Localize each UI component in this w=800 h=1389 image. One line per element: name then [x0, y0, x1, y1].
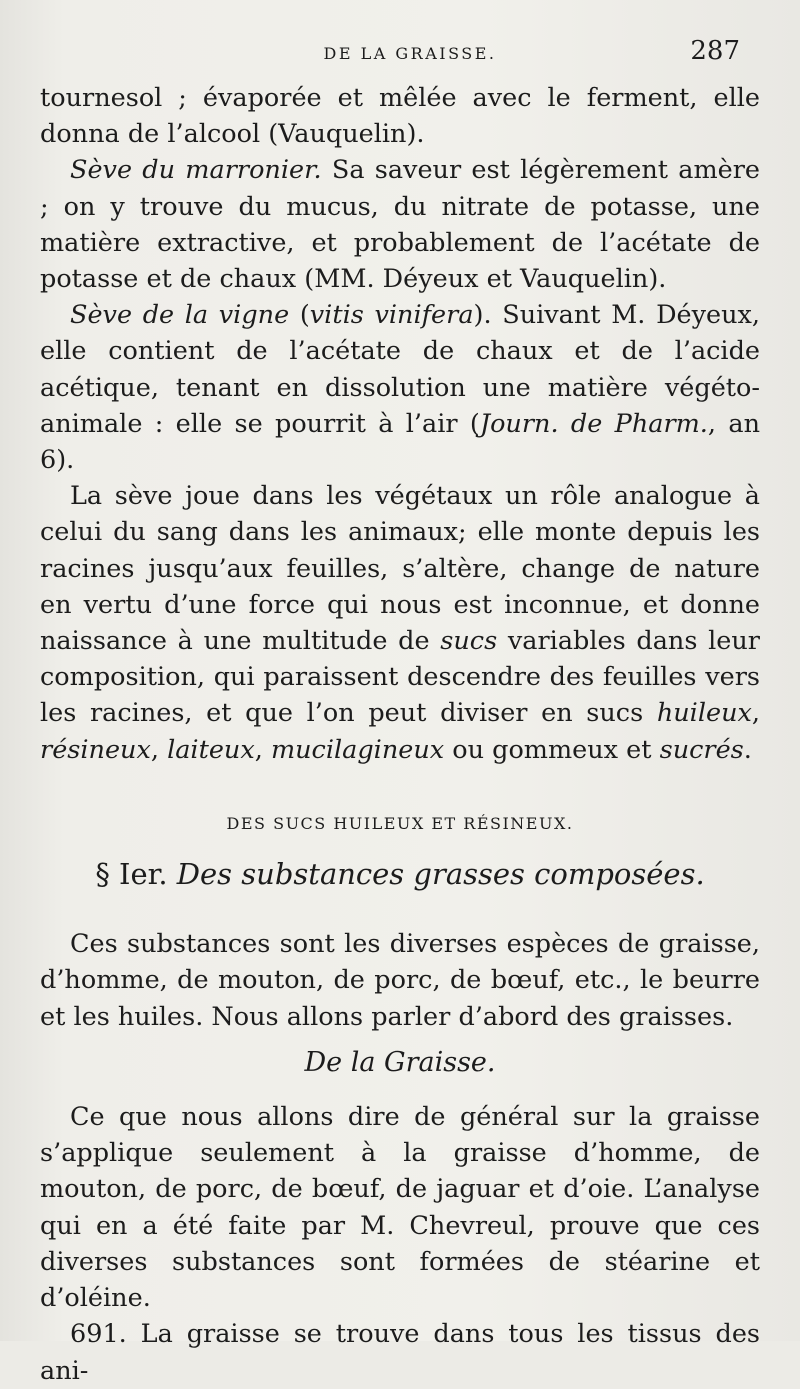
paragraph-6-text: Ce que nous allons dire de général sur la graisse s’applique seulement à la graisse d’homme, de mouton, de porc, de bœuf, de jaguar et d’oie. L’analyse qui en a été faite par M. Chevreul, prouve que ces diverses substances sont formées de stéarine et d’oléine.: [40, 1102, 760, 1314]
term-huileux: huileux: [656, 698, 752, 729]
paragraph-4-text-f: ou gommeux et: [444, 734, 660, 765]
body-text: [40, 80, 760, 1389]
paragraph-7-text: La graisse se trouve dans tous les tissus des ani-: [40, 1319, 760, 1386]
page-number: 287: [690, 36, 740, 66]
paragraph-2-term: Sève du marronier.: [70, 155, 322, 186]
section-heading: DES SUCS HUILEUX ET RÉSINEUX.: [226, 813, 574, 833]
paragraph-5-text: Ces substances sont les diverses espèces de graisse, d’homme, de mouton, de porc, de bœuf, etc., le beurre et les huiles. Nous allons parler d’abord des graisses.: [40, 929, 760, 1032]
paragraph-3: [40, 297, 760, 478]
paragraph-4-sep-d: ,: [150, 734, 168, 765]
page-header: [40, 36, 740, 76]
paragraph-4-text-a: La sève joue dans les végétaux un rôle analogue à celui du sang dans les animaux; elle monte depuis les racines jusqu’aux feuilles, s’altère, change de nature en vertu d’une force qui nous est inconnue, et donne naissance à une multitude de: [40, 481, 760, 657]
paragraph-3-text: ). Suivant M. Déyeux, elle contient de l’acétate de chaux et de l’acide acétique, tenant en dissolution une matière végéto-animale : elle se pourrit à l’air (: [40, 300, 761, 439]
paragraph-3-latin: vitis vinifera: [309, 300, 474, 331]
subsection-heading: [40, 856, 760, 892]
paragraph-1: [40, 80, 760, 152]
paragraph-2: [40, 152, 760, 297]
paragraph-3-term: Sève de la vigne: [70, 300, 290, 331]
paragraph-4-sep-c: ,: [751, 698, 760, 729]
paragraph-5: [40, 926, 760, 1035]
chapter-title-text: De la Graisse.: [304, 1046, 496, 1078]
paragraph-4-text-b: variables dans leur composition, qui paraissent descendre des feuilles vers les racines, et que l’on peut diviser en sucs: [40, 626, 760, 729]
subsection-mark: § Ier.: [95, 857, 168, 892]
paragraph-4: [40, 478, 760, 768]
term-laiteux: laiteux: [167, 734, 255, 765]
paragraph-7: [40, 1316, 760, 1388]
paragraph-3-open: (: [289, 300, 310, 331]
paragraph-7-number: 691.: [70, 1319, 127, 1350]
term-mucilagineux: mucilagineux: [270, 734, 445, 765]
chapter-title: [40, 1045, 760, 1081]
paragraph-4-sep-e: ,: [254, 734, 271, 765]
paragraph-6: [40, 1099, 760, 1316]
term-sucs: sucs: [440, 626, 498, 657]
term-sucres: sucrés: [659, 734, 744, 765]
paragraph-4-end: .: [743, 734, 752, 765]
paragraph-1-text: tournesol ; évaporée et mêlée avec le ferment, elle donna de l’alcool (Vauquelin).: [40, 83, 760, 150]
subsection-title: Des substances grasses composées.: [167, 857, 705, 892]
term-resineux: résineux: [40, 734, 151, 765]
running-head: DE LA GRAISSE.: [323, 44, 497, 63]
paragraph-3-reference: Journ. de Pharm.: [479, 408, 708, 439]
paragraph-2-text: Sa saveur est légèrement amère ; on y trouve du mucus, du nitrate de potasse, une matière extractive, et probablement de l’acétate de potasse et de chaux (MM. Déyeux et Vauquelin).: [40, 155, 760, 295]
paragraph-3-end: , an 6).: [40, 408, 760, 476]
